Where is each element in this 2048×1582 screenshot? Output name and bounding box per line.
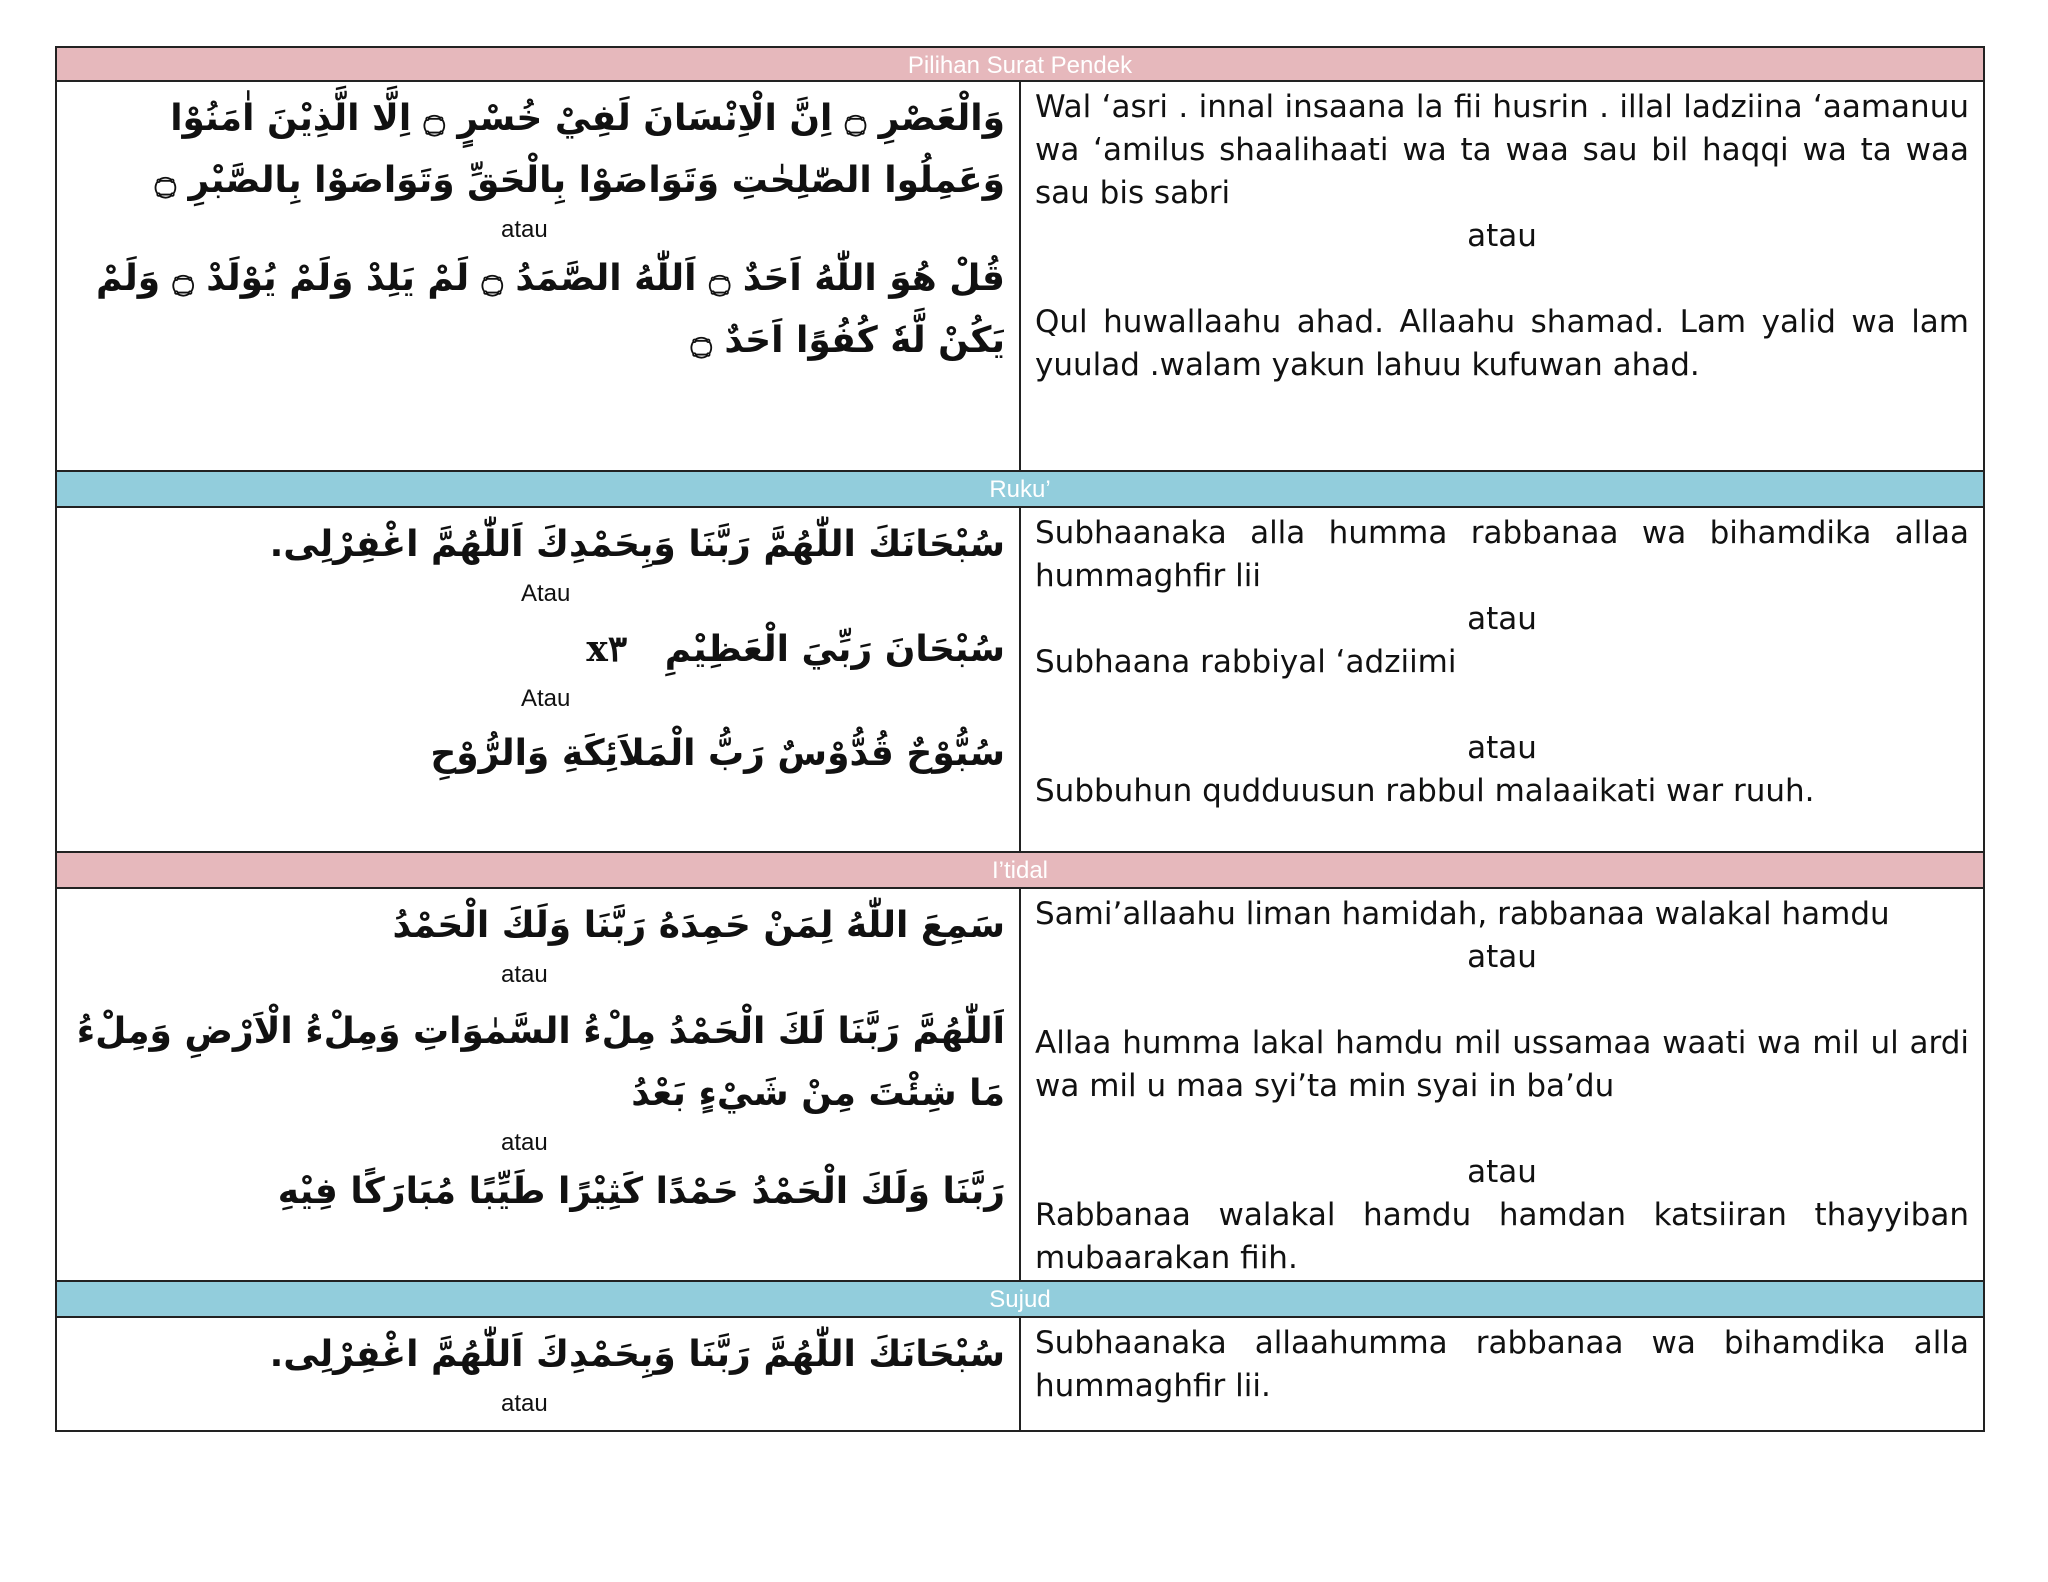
arabic-text-ruku-2-main: سُبْحَانَ رَبِّيَ الْعَظِيْمِ <box>664 629 1005 670</box>
repeat-count: x٣ <box>586 628 628 670</box>
arabic-text-surat-al-ikhlas: قُلْ هُوَ اللّٰهُ اَحَدٌ ۝ اَللّٰهُ الصَّمَدُ ۝ لَمْ يَلِدْ وَلَمْ يُوْلَدْ ۝ وَلَمْ يَكُنْ لَّهٗ كُفُوًا اَحَدٌ ۝ <box>96 258 1005 361</box>
atau-label: atau <box>1467 1154 1537 1190</box>
atau-label: Atau <box>521 580 571 607</box>
latin-column <box>1021 889 1983 1280</box>
table-row-surat <box>55 82 1985 472</box>
table-row-sujud <box>55 1318 1985 1432</box>
latin-column <box>1021 82 1983 470</box>
latin-text-surat-al-asr: Wal ‘asri . innal insaana la fii husrin . illal ladziina ‘aamanuu wa ‘amilus shaalihaati wa ta waa sau bil haqqi wa ta waa sau bis sabri <box>1035 89 1969 211</box>
arabic-column <box>57 889 1021 1280</box>
atau-label: atau <box>1467 601 1537 637</box>
arabic-text-itidal-3: رَبَّنَا وَلَكَ الْحَمْدُ حَمْدًا كَثِيْرًا طَيِّبًا مُبَارَكًا فِيْهِ <box>277 1171 1005 1212</box>
arabic-text-ruku-3: سُبُّوْحٌ قُدُّوْسٌ رَبُّ الْمَلاَئِكَةِ وَالرُّوْحِ <box>430 733 1005 774</box>
prayer-table <box>55 46 1985 1432</box>
atau-label: atau <box>501 1390 548 1417</box>
latin-text-itidal-1: Sami’allaahu liman hamidah, rabbanaa walakal hamdu <box>1035 896 1890 932</box>
latin-text-ruku-1: Subhaanaka alla humma rabbanaa wa bihamdika allaa hummaghfir lii <box>1035 515 1969 594</box>
arabic-column <box>57 1318 1021 1430</box>
section-header-surat: Pilihan Surat Pendek <box>55 46 1985 82</box>
atau-label: Atau <box>521 685 571 712</box>
arabic-text-ruku-1: سُبْحَانَكَ اللّٰهُمَّ رَبَّنَا وَبِحَمْدِكَ اَللّٰهُمَّ اغْفِرْلِى. <box>269 524 1005 565</box>
section-header-sujud: Sujud <box>55 1282 1985 1318</box>
arabic-column <box>57 508 1021 851</box>
latin-text-ruku-3: Subbuhun qudduusun rabbul malaaikati war ruuh. <box>1035 773 1815 809</box>
atau-label: atau <box>1467 730 1537 766</box>
section-header-itidal: I’tidal <box>55 853 1985 889</box>
section-header-ruku: Ruku’ <box>55 472 1985 508</box>
latin-text-sujud-1: Subhaanaka allaahumma rabbanaa wa bihamdika alla hummaghfir lii. <box>1035 1325 1969 1404</box>
atau-label: atau <box>501 1129 548 1156</box>
arabic-text-itidal-1: سَمِعَ اللّٰهُ لِمَنْ حَمِدَهُ رَبَّنَا وَلَكَ الْحَمْدُ <box>392 905 1005 946</box>
arabic-text-surat-al-asr: وَالْعَصْرِ ۝ اِنَّ الْاِنْسَانَ لَفِيْ خُسْرٍ ۝ اِلَّا الَّذِيْنَ اٰمَنُوْا وَعَمِلُوا الصّٰلِحٰتِ وَتَوَاصَوْا بِالْحَقِّ وَتَوَاصَوْا بِالصَّبْرِ ۝ <box>154 98 1005 201</box>
latin-text-itidal-2: Allaa humma lakal hamdu mil ussamaa waati wa mil ul ardi wa mil u maa syi’ta min syai in ba’du <box>1035 1025 1969 1104</box>
latin-text-itidal-3: Rabbanaa walakal hamdu hamdan katsiiran thayyiban mubaarakan fiih. <box>1035 1197 1969 1276</box>
table-row-ruku <box>55 508 1985 853</box>
atau-label: atau <box>1467 939 1537 975</box>
atau-label: atau <box>1467 218 1537 254</box>
table-row-itidal <box>55 889 1985 1282</box>
latin-column <box>1021 508 1983 851</box>
arabic-text-itidal-2: اَللّٰهُمَّ رَبَّنَا لَكَ الْحَمْدُ مِلْءُ السَّمٰوَاتِ وَمِلْءُ الْاَرْضِ وَمِلْءُ مَا شِئْتَ مِنْ شَيْءٍ بَعْدُ <box>76 1011 1005 1114</box>
arabic-column <box>57 82 1021 470</box>
atau-label: atau <box>501 216 548 243</box>
latin-text-surat-al-ikhlas: Qul huwallaahu ahad. Allaahu shamad. Lam yalid wa lam yuulad .walam yakun lahuu kufuwan ahad. <box>1035 304 1969 383</box>
atau-label: atau <box>501 961 548 988</box>
latin-text-ruku-2: Subhaana rabbiyal ‘adziimi <box>1035 644 1457 680</box>
arabic-text-sujud-1: سُبْحَانَكَ اللّٰهُمَّ رَبَّنَا وَبِحَمْدِكَ اَللّٰهُمَّ اغْفِرْلِى. <box>269 1334 1005 1375</box>
latin-column <box>1021 1318 1983 1430</box>
arabic-text-ruku-2 <box>71 618 1005 681</box>
